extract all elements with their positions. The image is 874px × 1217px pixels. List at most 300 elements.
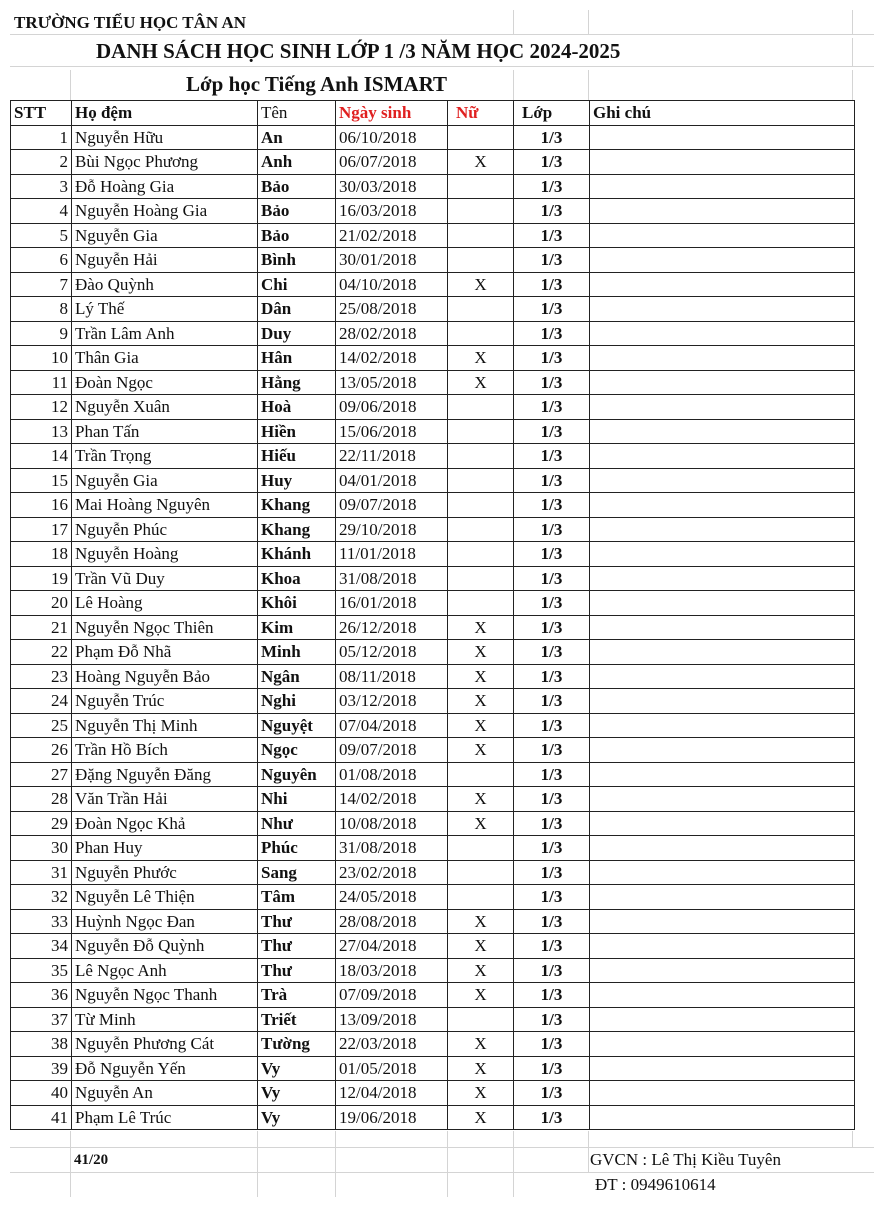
cell-ho-dem: Nguyễn Trúc: [72, 689, 258, 714]
cell-ngay-sinh: 18/03/2018: [336, 958, 448, 983]
cell-ten: Duy: [258, 321, 336, 346]
cell-ten: Kim: [258, 615, 336, 640]
student-rows: [11, 125, 855, 1130]
cell-ghi-chu: [590, 909, 855, 934]
cell-stt: 26: [11, 738, 72, 763]
cell-stt: 11: [11, 370, 72, 395]
cell-ngay-sinh: 09/06/2018: [336, 395, 448, 420]
cell-ten: Bảo: [258, 223, 336, 248]
cell-ngay-sinh: 01/05/2018: [336, 1056, 448, 1081]
cell-stt: 17: [11, 517, 72, 542]
cell-lop: 1/3: [514, 640, 590, 665]
table-row: [11, 1056, 855, 1081]
cell-lop: 1/3: [514, 272, 590, 297]
cell-ho-dem: Nguyễn Hải: [72, 248, 258, 273]
table-row: [11, 272, 855, 297]
cell-stt: 24: [11, 689, 72, 714]
cell-ten: Ngọc: [258, 738, 336, 763]
cell-stt: 33: [11, 909, 72, 934]
table-row: [11, 934, 855, 959]
cell-lop: 1/3: [514, 909, 590, 934]
cell-ho-dem: Huỳnh Ngọc Đan: [72, 909, 258, 934]
table-row: [11, 689, 855, 714]
cell-stt: 4: [11, 199, 72, 224]
cell-ho-dem: Nguyễn Ngọc Thanh: [72, 983, 258, 1008]
cell-stt: 7: [11, 272, 72, 297]
cell-ghi-chu: [590, 787, 855, 812]
cell-ngay-sinh: 13/05/2018: [336, 370, 448, 395]
cell-stt: 10: [11, 346, 72, 371]
table-row: [11, 468, 855, 493]
cell-ho-dem: Phan Huy: [72, 836, 258, 861]
cell-stt: 21: [11, 615, 72, 640]
cell-lop: 1/3: [514, 689, 590, 714]
cell-ten: Hoà: [258, 395, 336, 420]
table-row: [11, 1032, 855, 1057]
cell-nu: [448, 297, 514, 322]
cell-stt: 18: [11, 542, 72, 567]
cell-ngay-sinh: 25/08/2018: [336, 297, 448, 322]
cell-stt: 6: [11, 248, 72, 273]
cell-ngay-sinh: 08/11/2018: [336, 664, 448, 689]
cell-nu: X: [448, 958, 514, 983]
cell-ngay-sinh: 22/11/2018: [336, 444, 448, 469]
table-row: [11, 836, 855, 861]
cell-ngay-sinh: 19/06/2018: [336, 1105, 448, 1130]
cell-ghi-chu: [590, 517, 855, 542]
cell-ngay-sinh: 30/03/2018: [336, 174, 448, 199]
cell-ten: Khôi: [258, 591, 336, 616]
cell-lop: 1/3: [514, 836, 590, 861]
table-row: [11, 1105, 855, 1130]
cell-nu: X: [448, 787, 514, 812]
cell-ngay-sinh: 28/02/2018: [336, 321, 448, 346]
cell-ho-dem: Trần Trọng: [72, 444, 258, 469]
cell-ghi-chu: [590, 248, 855, 273]
cell-ho-dem: Đỗ Hoàng Gia: [72, 174, 258, 199]
cell-ghi-chu: [590, 1056, 855, 1081]
cell-nu: X: [448, 738, 514, 763]
cell-nu: X: [448, 370, 514, 395]
cell-ho-dem: Trần Hồ Bích: [72, 738, 258, 763]
cell-lop: 1/3: [514, 150, 590, 175]
cell-ghi-chu: [590, 174, 855, 199]
cell-ghi-chu: [590, 738, 855, 763]
table-header-row: [11, 101, 855, 126]
cell-nu: X: [448, 811, 514, 836]
cell-ngay-sinh: 28/08/2018: [336, 909, 448, 934]
cell-lop: 1/3: [514, 493, 590, 518]
cell-ghi-chu: [590, 689, 855, 714]
cell-ten: Khang: [258, 517, 336, 542]
cell-ghi-chu: [590, 811, 855, 836]
cell-ho-dem: Nguyễn An: [72, 1081, 258, 1106]
cell-ghi-chu: [590, 223, 855, 248]
cell-ten: Anh: [258, 150, 336, 175]
cell-lop: 1/3: [514, 1007, 590, 1032]
cell-lop: 1/3: [514, 419, 590, 444]
cell-stt: 29: [11, 811, 72, 836]
cell-nu: X: [448, 1081, 514, 1106]
cell-nu: [448, 248, 514, 273]
cell-ten: Minh: [258, 640, 336, 665]
table-row: [11, 983, 855, 1008]
cell-ghi-chu: [590, 150, 855, 175]
cell-ghi-chu: [590, 346, 855, 371]
cell-ngay-sinh: 09/07/2018: [336, 493, 448, 518]
cell-ngay-sinh: 07/04/2018: [336, 713, 448, 738]
cell-ngay-sinh: 09/07/2018: [336, 738, 448, 763]
cell-stt: 35: [11, 958, 72, 983]
col-header-ten: Tên: [258, 101, 336, 126]
table-row: [11, 566, 855, 591]
cell-stt: 28: [11, 787, 72, 812]
cell-stt: 1: [11, 125, 72, 150]
cell-ho-dem: Lý Thế: [72, 297, 258, 322]
cell-ghi-chu: [590, 1081, 855, 1106]
cell-nu: X: [448, 150, 514, 175]
table-row: [11, 909, 855, 934]
cell-lop: 1/3: [514, 664, 590, 689]
cell-lop: 1/3: [514, 787, 590, 812]
table-row: [11, 542, 855, 567]
cell-ho-dem: Đoàn Ngọc: [72, 370, 258, 395]
cell-nu: X: [448, 1032, 514, 1057]
cell-ho-dem: Thân Gia: [72, 346, 258, 371]
cell-ghi-chu: [590, 591, 855, 616]
table-row: [11, 860, 855, 885]
cell-ngay-sinh: 26/12/2018: [336, 615, 448, 640]
cell-lop: 1/3: [514, 885, 590, 910]
cell-nu: [448, 174, 514, 199]
cell-ghi-chu: [590, 836, 855, 861]
cell-ten: Bình: [258, 248, 336, 273]
table-row: [11, 591, 855, 616]
cell-ngay-sinh: 10/08/2018: [336, 811, 448, 836]
subtitle-row: [10, 70, 874, 100]
school-row: [10, 10, 874, 35]
page-title: DANH SÁCH HỌC SINH LỚP 1 /3 NĂM HỌC 2024-2025: [96, 39, 621, 63]
cell-ho-dem: Nguyễn Phúc: [72, 517, 258, 542]
cell-nu: [448, 419, 514, 444]
cell-stt: 40: [11, 1081, 72, 1106]
cell-ten: Nguyên: [258, 762, 336, 787]
cell-ngay-sinh: 15/06/2018: [336, 419, 448, 444]
cell-ghi-chu: [590, 1032, 855, 1057]
cell-ho-dem: Lê Hoàng: [72, 591, 258, 616]
cell-stt: 14: [11, 444, 72, 469]
cell-ho-dem: Nguyễn Lê Thiện: [72, 885, 258, 910]
cell-ten: Hiền: [258, 419, 336, 444]
cell-lop: 1/3: [514, 223, 590, 248]
cell-ngay-sinh: 24/05/2018: [336, 885, 448, 910]
cell-nu: X: [448, 664, 514, 689]
cell-ten: Bảo: [258, 174, 336, 199]
cell-lop: 1/3: [514, 738, 590, 763]
cell-ngay-sinh: 05/12/2018: [336, 640, 448, 665]
cell-stt: 37: [11, 1007, 72, 1032]
cell-ten: Ngân: [258, 664, 336, 689]
teacher-phone: ĐT : 0949610614: [595, 1175, 716, 1194]
table-row: [11, 493, 855, 518]
cell-nu: [448, 444, 514, 469]
table-row: [11, 762, 855, 787]
cell-ho-dem: Mai Hoàng Nguyên: [72, 493, 258, 518]
cell-nu: X: [448, 983, 514, 1008]
cell-nu: [448, 321, 514, 346]
cell-ho-dem: Nguyễn Đỗ Quỳnh: [72, 934, 258, 959]
cell-nu: [448, 125, 514, 150]
cell-nu: [448, 566, 514, 591]
cell-stt: 30: [11, 836, 72, 861]
cell-lop: 1/3: [514, 174, 590, 199]
cell-nu: [448, 591, 514, 616]
table-row: [11, 248, 855, 273]
cell-nu: X: [448, 346, 514, 371]
cell-ghi-chu: [590, 934, 855, 959]
cell-ten: Hân: [258, 346, 336, 371]
table-row: [11, 150, 855, 175]
cell-stt: 32: [11, 885, 72, 910]
phone-row: [10, 1173, 874, 1197]
cell-ghi-chu: [590, 297, 855, 322]
cell-stt: 36: [11, 983, 72, 1008]
cell-lop: 1/3: [514, 517, 590, 542]
table-row: [11, 174, 855, 199]
cell-ngay-sinh: 27/04/2018: [336, 934, 448, 959]
cell-ghi-chu: [590, 664, 855, 689]
cell-ghi-chu: [590, 1007, 855, 1032]
cell-ho-dem: Hoàng Nguyễn Bảo: [72, 664, 258, 689]
cell-ho-dem: Trần Vũ Duy: [72, 566, 258, 591]
title-row: [10, 38, 874, 67]
cell-ho-dem: Nguyễn Gia: [72, 223, 258, 248]
cell-ghi-chu: [590, 468, 855, 493]
cell-ho-dem: Văn Trần Hải: [72, 787, 258, 812]
cell-stt: 9: [11, 321, 72, 346]
cell-nu: [448, 199, 514, 224]
cell-nu: X: [448, 689, 514, 714]
cell-ghi-chu: [590, 762, 855, 787]
cell-lop: 1/3: [514, 615, 590, 640]
cell-nu: [448, 517, 514, 542]
cell-nu: [448, 762, 514, 787]
cell-ho-dem: Phạm Đỗ Nhã: [72, 640, 258, 665]
cell-lop: 1/3: [514, 370, 590, 395]
col-header-lop: Lớp: [514, 101, 590, 126]
cell-ten: Nghi: [258, 689, 336, 714]
cell-lop: 1/3: [514, 321, 590, 346]
table-row: [11, 640, 855, 665]
table-row: [11, 885, 855, 910]
col-header-stt: STT: [11, 101, 72, 126]
table-row: [11, 664, 855, 689]
cell-ghi-chu: [590, 640, 855, 665]
cell-ghi-chu: [590, 958, 855, 983]
cell-ngay-sinh: 06/07/2018: [336, 150, 448, 175]
cell-ghi-chu: [590, 395, 855, 420]
cell-lop: 1/3: [514, 811, 590, 836]
cell-stt: 15: [11, 468, 72, 493]
table-row: [11, 517, 855, 542]
cell-ngay-sinh: 07/09/2018: [336, 983, 448, 1008]
cell-ngay-sinh: 04/10/2018: [336, 272, 448, 297]
cell-ngay-sinh: 22/03/2018: [336, 1032, 448, 1057]
cell-ho-dem: Nguyễn Ngọc Thiên: [72, 615, 258, 640]
cell-nu: [448, 223, 514, 248]
cell-ngay-sinh: 21/02/2018: [336, 223, 448, 248]
table-row: [11, 125, 855, 150]
cell-nu: [448, 1007, 514, 1032]
cell-stt: 13: [11, 419, 72, 444]
cell-ten: Sang: [258, 860, 336, 885]
col-header-ho-dem: Họ đệm: [72, 101, 258, 126]
cell-ten: Triết: [258, 1007, 336, 1032]
cell-lop: 1/3: [514, 395, 590, 420]
cell-ghi-chu: [590, 370, 855, 395]
table-row: [11, 1007, 855, 1032]
cell-lop: 1/3: [514, 958, 590, 983]
cell-ho-dem: Nguyễn Gia: [72, 468, 258, 493]
cell-lop: 1/3: [514, 566, 590, 591]
cell-lop: 1/3: [514, 762, 590, 787]
cell-nu: X: [448, 1056, 514, 1081]
cell-ngay-sinh: 16/01/2018: [336, 591, 448, 616]
cell-lop: 1/3: [514, 542, 590, 567]
cell-stt: 5: [11, 223, 72, 248]
cell-nu: [448, 860, 514, 885]
cell-ten: Khánh: [258, 542, 336, 567]
cell-stt: 22: [11, 640, 72, 665]
cell-ten: Nhi: [258, 787, 336, 812]
summary-count: 41/20: [74, 1152, 109, 1168]
table-row: [11, 395, 855, 420]
cell-lop: 1/3: [514, 591, 590, 616]
cell-nu: [448, 885, 514, 910]
cell-ho-dem: Trần Lâm Anh: [72, 321, 258, 346]
cell-stt: 38: [11, 1032, 72, 1057]
cell-ho-dem: Nguyễn Hoàng: [72, 542, 258, 567]
cell-ten: Thư: [258, 958, 336, 983]
cell-ten: Như: [258, 811, 336, 836]
cell-ghi-chu: [590, 860, 855, 885]
cell-stt: 8: [11, 297, 72, 322]
table-row: [11, 223, 855, 248]
cell-ho-dem: Bùi Ngọc Phương: [72, 150, 258, 175]
cell-ten: Hiếu: [258, 444, 336, 469]
cell-ho-dem: Đoàn Ngọc Khả: [72, 811, 258, 836]
cell-ho-dem: Từ Minh: [72, 1007, 258, 1032]
cell-ngay-sinh: 31/08/2018: [336, 836, 448, 861]
cell-ten: Dân: [258, 297, 336, 322]
cell-ho-dem: Nguyễn Phước: [72, 860, 258, 885]
cell-ho-dem: Đỗ Nguyễn Yến: [72, 1056, 258, 1081]
table-row: [11, 958, 855, 983]
cell-ho-dem: Đặng Nguyễn Đăng: [72, 762, 258, 787]
school-name: TRƯỜNG TIỂU HỌC TÂN AN: [14, 13, 247, 32]
cell-nu: X: [448, 272, 514, 297]
cell-ngay-sinh: 31/08/2018: [336, 566, 448, 591]
cell-ho-dem: Nguyễn Xuân: [72, 395, 258, 420]
table-row: [11, 738, 855, 763]
cell-lop: 1/3: [514, 297, 590, 322]
table-row: [11, 346, 855, 371]
cell-ho-dem: Nguyễn Hữu: [72, 125, 258, 150]
cell-ngay-sinh: 01/08/2018: [336, 762, 448, 787]
table-row: [11, 615, 855, 640]
cell-ho-dem: Nguyễn Thị Minh: [72, 713, 258, 738]
cell-ghi-chu: [590, 983, 855, 1008]
cell-nu: X: [448, 713, 514, 738]
cell-nu: X: [448, 640, 514, 665]
cell-ngay-sinh: 03/12/2018: [336, 689, 448, 714]
cell-lop: 1/3: [514, 468, 590, 493]
cell-ho-dem: Nguyễn Phương Cát: [72, 1032, 258, 1057]
cell-nu: [448, 836, 514, 861]
teacher-name: GVCN : Lê Thị Kiều Tuyên: [590, 1150, 781, 1169]
cell-ngay-sinh: 16/03/2018: [336, 199, 448, 224]
cell-ghi-chu: [590, 615, 855, 640]
page-subtitle: Lớp học Tiếng Anh ISMART: [186, 72, 448, 96]
cell-ngay-sinh: 11/01/2018: [336, 542, 448, 567]
cell-lop: 1/3: [514, 860, 590, 885]
cell-ten: Vy: [258, 1105, 336, 1130]
cell-ten: Phúc: [258, 836, 336, 861]
cell-nu: X: [448, 934, 514, 959]
table-row: [11, 419, 855, 444]
cell-ghi-chu: [590, 1105, 855, 1130]
cell-stt: 39: [11, 1056, 72, 1081]
col-header-ngay-sinh: Ngày sinh: [336, 101, 448, 126]
cell-lop: 1/3: [514, 199, 590, 224]
cell-ngay-sinh: 14/02/2018: [336, 787, 448, 812]
cell-nu: [448, 395, 514, 420]
table-row: [11, 444, 855, 469]
cell-ngay-sinh: 30/01/2018: [336, 248, 448, 273]
cell-ten: Thư: [258, 934, 336, 959]
cell-ghi-chu: [590, 419, 855, 444]
cell-lop: 1/3: [514, 346, 590, 371]
cell-ngay-sinh: 13/09/2018: [336, 1007, 448, 1032]
cell-ngay-sinh: 04/01/2018: [336, 468, 448, 493]
cell-nu: [448, 468, 514, 493]
cell-nu: [448, 542, 514, 567]
table-row: [11, 297, 855, 322]
cell-ten: Hằng: [258, 370, 336, 395]
cell-ghi-chu: [590, 199, 855, 224]
cell-nu: X: [448, 615, 514, 640]
cell-ngay-sinh: 12/04/2018: [336, 1081, 448, 1106]
cell-ho-dem: Đào Quỳnh: [72, 272, 258, 297]
cell-lop: 1/3: [514, 1032, 590, 1057]
table-row: [11, 199, 855, 224]
cell-ho-dem: Phan Tấn: [72, 419, 258, 444]
cell-ho-dem: Nguyễn Hoàng Gia: [72, 199, 258, 224]
cell-ghi-chu: [590, 542, 855, 567]
cell-ten: An: [258, 125, 336, 150]
table-row: [11, 713, 855, 738]
cell-nu: X: [448, 1105, 514, 1130]
table-row: [11, 370, 855, 395]
cell-stt: 2: [11, 150, 72, 175]
cell-lop: 1/3: [514, 713, 590, 738]
cell-lop: 1/3: [514, 125, 590, 150]
cell-ghi-chu: [590, 125, 855, 150]
cell-stt: 12: [11, 395, 72, 420]
table-row: [11, 811, 855, 836]
cell-ten: Bảo: [258, 199, 336, 224]
cell-ten: Khang: [258, 493, 336, 518]
